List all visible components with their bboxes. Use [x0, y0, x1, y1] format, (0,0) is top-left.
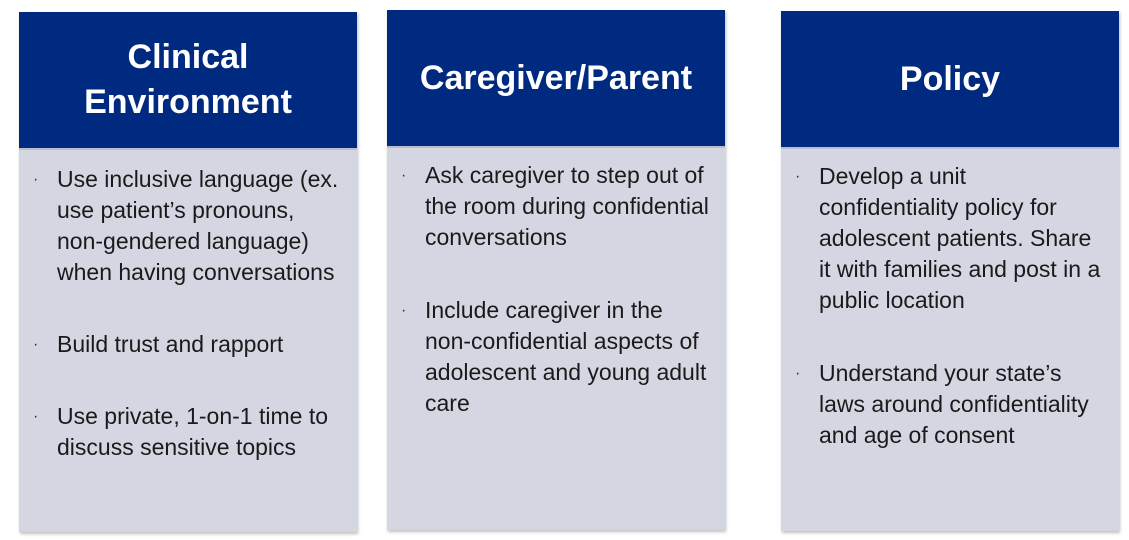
- bullet-icon: ·: [401, 302, 407, 319]
- list-item-text: Include caregiver in the non-confidential aspects of adolescent and young adult care: [425, 297, 707, 416]
- card-caregiver-parent: [387, 10, 725, 530]
- list-item: [33, 401, 345, 463]
- list-item-text: Use private, 1-on-1 time to discuss sensitive topics: [57, 403, 329, 460]
- bullet-icon: ·: [795, 168, 801, 185]
- card-title-line: Clinical: [127, 38, 249, 76]
- card-policy: [781, 11, 1119, 531]
- list-item: [401, 295, 713, 419]
- list-item: [33, 329, 345, 360]
- card-body: [387, 146, 725, 530]
- card-body: [19, 148, 357, 532]
- card-title-line: Environment: [84, 83, 292, 121]
- list-item: [795, 161, 1107, 316]
- list-item: [401, 160, 713, 253]
- bullet-list: [795, 161, 1107, 451]
- bullet-icon: ·: [401, 167, 407, 184]
- bullet-icon: ·: [33, 171, 39, 188]
- card-title: [84, 35, 292, 125]
- list-item-text: Ask caregiver to step out of the room during confidential conversations: [425, 162, 709, 250]
- card-title: Policy: [899, 59, 1001, 98]
- bullet-icon: ·: [795, 365, 801, 382]
- card-body: [781, 147, 1119, 531]
- list-item: [33, 164, 345, 288]
- card-header: [19, 12, 357, 148]
- list-item-text: Understand your state’s laws around confidentiality and age of consent: [819, 360, 1089, 448]
- card-header: [387, 10, 725, 146]
- bullet-icon: ·: [33, 408, 39, 425]
- list-item-text: Build trust and rapport: [57, 331, 284, 357]
- list-item: [795, 358, 1107, 451]
- list-item-text: Develop a unit confidentiality policy for adolescent patients. Share it with families and post in a public location: [819, 163, 1101, 313]
- list-item-text: Use inclusive language (ex. use patient’s pronouns, non-gendered language) when having conversations: [57, 166, 339, 285]
- card-header: [781, 11, 1119, 147]
- card-clinical-environment: [19, 12, 357, 532]
- card-title: Caregiver/Parent: [419, 58, 693, 97]
- bullet-list: [401, 160, 713, 419]
- bullet-list: [33, 164, 345, 463]
- bullet-icon: ·: [33, 336, 39, 353]
